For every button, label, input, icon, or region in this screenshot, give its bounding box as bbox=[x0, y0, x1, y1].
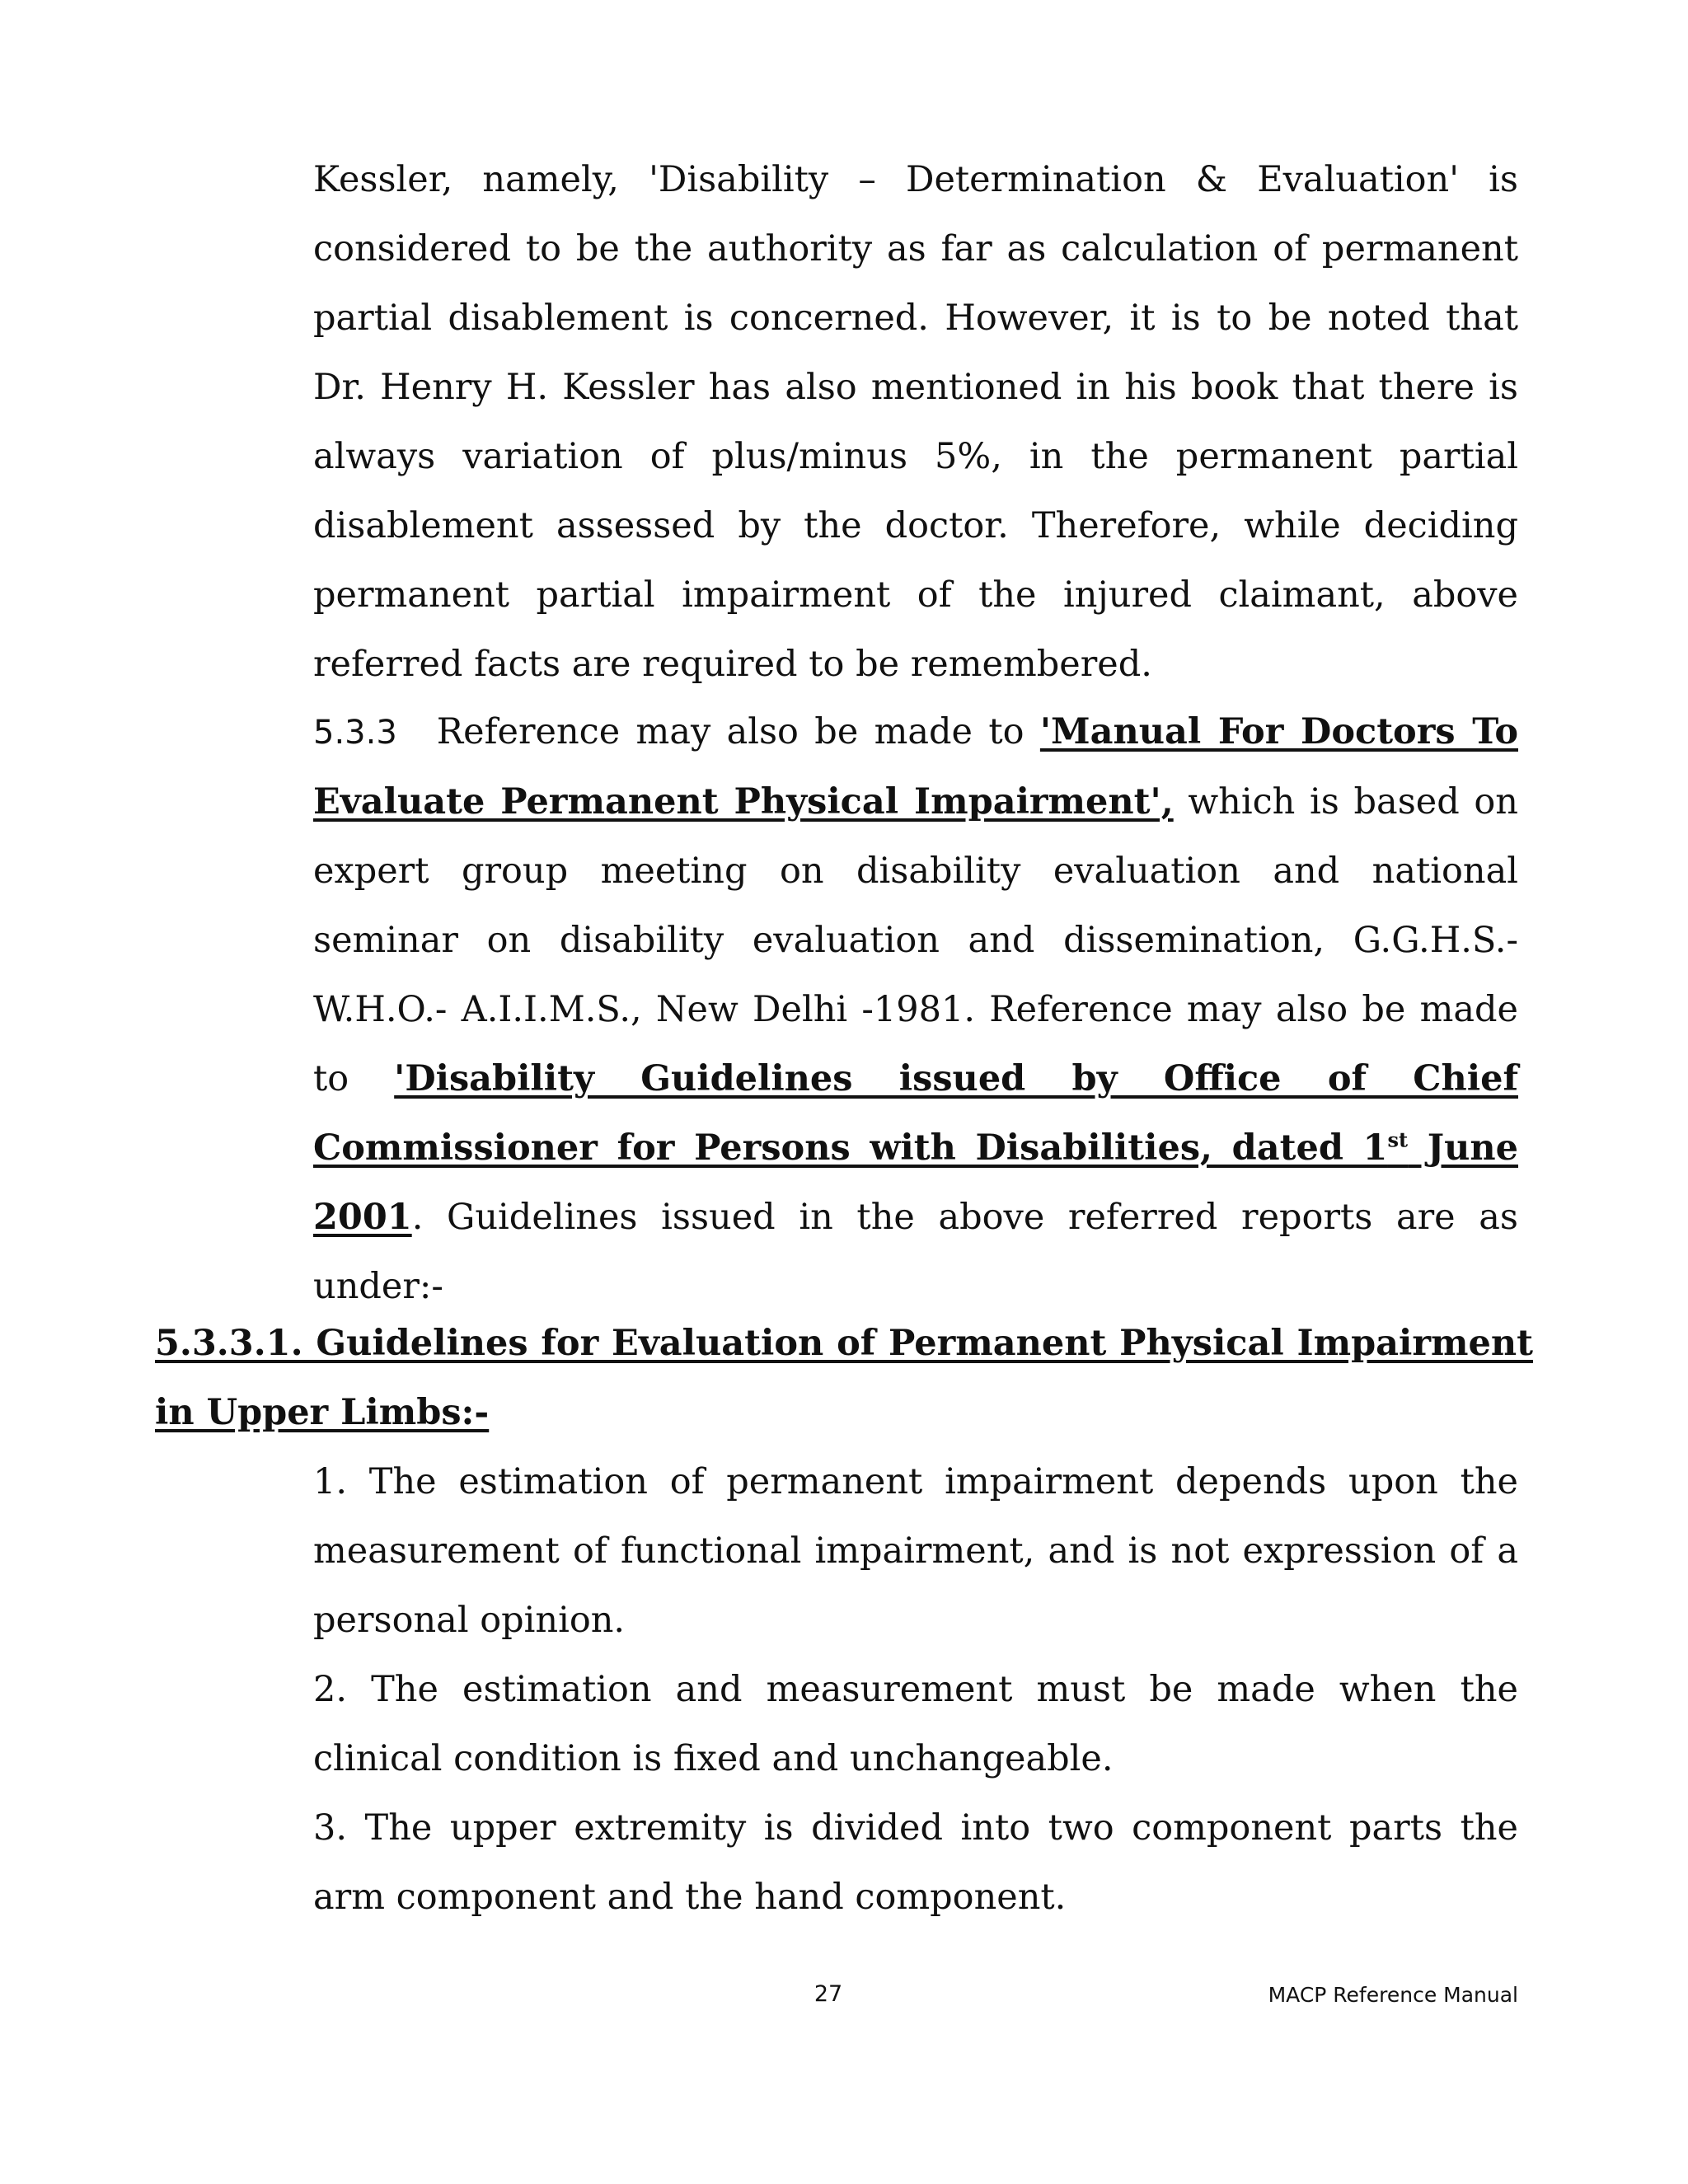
page-number: 27 bbox=[814, 1981, 843, 2007]
list-item: 2. The estimation and measurement must be made when the clinical condition is fixed and unchangeable. bbox=[313, 1669, 1518, 1779]
reference-closing: . Guidelines issued in the above referred reports are as under:- bbox=[313, 1197, 1518, 1307]
section-heading-5-3-3-1: 5.3.3.1. Guidelines for Evaluation of Permanent Physical Impairment in Upper Limbs:- bbox=[155, 1323, 1533, 1433]
paragraph-5-3-3 bbox=[313, 697, 1518, 1321]
list-item: 1. The estimation of permanent impairment depends upon the measurement of functional impairment, and is not expression of a personal opinion. bbox=[313, 1461, 1518, 1641]
reference-continuation: which is based on expert group meeting on disability evaluation and national seminar on disability evaluation and dissemination, G.G.H.S.- W.H.O.- A.I.I.M.S., New Delhi -1981. Reference may also be made to bbox=[313, 781, 1518, 1099]
reference-intro: Reference may also be made to bbox=[436, 711, 1040, 752]
manual-reference-title: 'Manual For Doctors To Evaluate Permanent Physical Impairment', bbox=[313, 711, 1518, 823]
paragraph-kessler: Kessler, namely, 'Disability – Determination & Evaluation' is considered to be the authority as far as calculation of permanent partial disablement is concerned. However, it is to be noted that Dr. Henry H. Kessler has also mentioned in his book that there is always variation of plus/minus 5%, in the permanent partial disablement assessed by the doctor. Therefore, while deciding permanent partial impairment of the injured claimant, above referred facts are required to be remembered. bbox=[313, 159, 1518, 685]
disability-guidelines-title-part2: June 2001 bbox=[313, 1127, 1518, 1238]
section-number: 5.3.3 bbox=[313, 714, 397, 752]
ordinal-suffix: st bbox=[1387, 1127, 1409, 1152]
footer-manual-title: MACP Reference Manual bbox=[1268, 1983, 1518, 2007]
list-item: 3. The upper extremity is divided into two component parts the arm component and the hand component. bbox=[313, 1807, 1518, 1918]
disability-guidelines-title-part1: 'Disability Guidelines issued by Office of Chief Commissioner for Persons with Disabilities, dated 1 bbox=[313, 1058, 1518, 1169]
guidelines-list bbox=[313, 1447, 1518, 1932]
